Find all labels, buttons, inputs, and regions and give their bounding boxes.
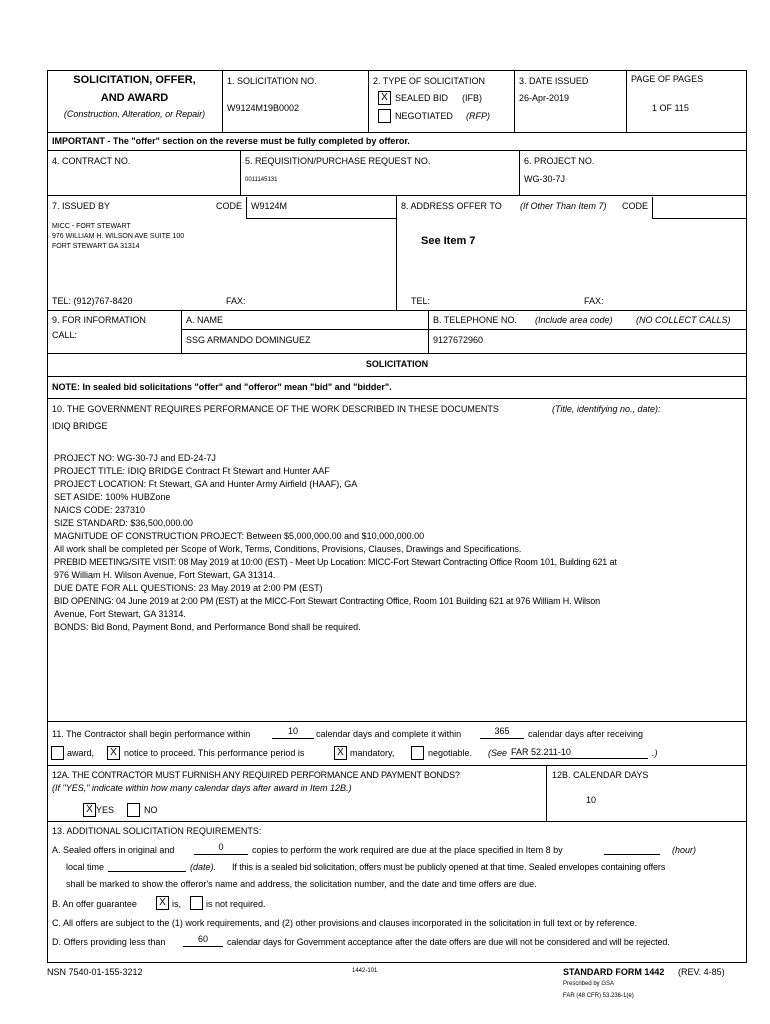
issued-by-address-line2: 976 WILLIAM H. WILSON AVE SUITE 100 bbox=[52, 233, 185, 240]
sealed-bid-note: NOTE: In sealed bid solicitations "offer" and "offeror" mean "bid" and "bidder". bbox=[52, 382, 392, 392]
notice-to-proceed-label: notice to proceed. This performance period is bbox=[124, 748, 305, 758]
item12b-value[interactable]: 10 bbox=[586, 795, 597, 805]
issued-by-tel: TEL: (912)767-8420 bbox=[52, 296, 133, 306]
guarantee-not-checkbox[interactable] bbox=[190, 896, 203, 910]
info-call-label-line1: 9. FOR INFORMATION bbox=[52, 315, 146, 325]
far-reference[interactable]: FAR 52.211-10 bbox=[511, 747, 571, 757]
complete-days-value[interactable]: 365 bbox=[494, 726, 510, 736]
footer-nsn: NSN 7540-01-155-3212 bbox=[47, 967, 143, 977]
item10-line: BID OPENING: 04 June 2019 at 2:00 PM (EST) at the MICC-Fort Stewart Contracting Office, Room 101 Building 621 at 976 William H. Wilson bbox=[54, 596, 600, 606]
info-phone-note: (Include area code) bbox=[535, 315, 613, 325]
solicitation-no-value[interactable]: W9124M19B0002 bbox=[227, 103, 300, 113]
award-label: award, bbox=[67, 748, 95, 758]
issued-by-address-line3: FORT STEWART GA 31314 bbox=[52, 243, 140, 250]
mandatory-label: mandatory, bbox=[350, 748, 395, 758]
guarantee-not-label: is not required. bbox=[206, 899, 266, 909]
item10-line: PREBID MEETING/SITE VISIT: 08 May 2019 at 10:00 (EST) - Meet Up Location: MICC-Fort Stewart Contracting Office Room 101, Building 621 at bbox=[54, 557, 617, 567]
address-offer-see: See Item 7 bbox=[421, 235, 476, 247]
sealed-bid-abbr: (IFB) bbox=[462, 93, 482, 103]
award-checkbox[interactable] bbox=[51, 746, 64, 760]
item10-line: SET ASIDE: 100% HUBZone bbox=[54, 492, 171, 502]
guarantee-is-label: is, bbox=[172, 899, 181, 909]
address-offer-label: 8. ADDRESS OFFER TO bbox=[401, 201, 502, 211]
item10-line: PROJECT NO: WG-30-7J and ED-24-7J bbox=[54, 453, 216, 463]
item10-title: IDIQ BRIDGE bbox=[52, 421, 108, 431]
item12a-note: (If "YES," indicate within how many calendar days after award in Item 12B.) bbox=[52, 783, 352, 793]
item10-note: (Title, identifying no., date): bbox=[552, 404, 661, 414]
negotiated-label: NEGOTIATED bbox=[395, 111, 453, 121]
copies-value[interactable]: 0 bbox=[218, 842, 224, 852]
date-field[interactable] bbox=[108, 871, 186, 872]
date-issued-label: 3. DATE ISSUED bbox=[519, 76, 589, 86]
footer-prescribed: Prescribed by GSA bbox=[563, 981, 615, 987]
item13a-text-1: A. Sealed offers in original and bbox=[52, 845, 175, 855]
item13a-date: (date). bbox=[190, 862, 217, 872]
acceptance-days-value[interactable]: 60 bbox=[197, 934, 208, 944]
issued-by-fax: FAX: bbox=[226, 296, 246, 306]
item10-line: BONDS: Bid Bond, Payment Bond, and Performance Bond shall be required. bbox=[54, 622, 361, 632]
item10-line: NAICS CODE: 237310 bbox=[54, 505, 146, 515]
form-title-line2: AND AWARD bbox=[100, 92, 169, 104]
form-title-sub: (Construction, Alteration, or Repair) bbox=[63, 109, 206, 119]
info-name-label: A. NAME bbox=[186, 315, 224, 325]
negotiated-abbr: (RFP) bbox=[466, 111, 490, 121]
item10-line: PROJECT TITLE: IDIQ BRIDGE Contract Ft Stewart and Hunter AAF bbox=[54, 466, 330, 476]
footer-mid: 1442-101 bbox=[352, 968, 378, 974]
item11-see: (See bbox=[488, 748, 508, 758]
item13-label: 13. ADDITIONAL SOLICITATION REQUIREMENTS: bbox=[52, 826, 262, 836]
item13a-text-2: copies to perform the work required are due at the place specified in Item 8 by bbox=[252, 845, 563, 855]
bonds-yes-label: YES bbox=[96, 805, 115, 815]
info-phone-value[interactable]: 9127672960 bbox=[433, 335, 484, 345]
begin-days-value[interactable]: 10 bbox=[287, 726, 298, 736]
bonds-yes-checkbox[interactable]: X bbox=[83, 803, 96, 817]
bonds-no-label: NO bbox=[144, 805, 158, 815]
bonds-no-checkbox[interactable] bbox=[127, 803, 140, 817]
item13a-text-5: shall be marked to show the offeror's name and address, the solicitation number, and the date and time offers are due. bbox=[66, 879, 537, 889]
item13d-text-1: D. Offers providing less than bbox=[52, 937, 166, 947]
solicitation-no-label: 1. SOLICITATION NO. bbox=[227, 76, 317, 86]
notice-to-proceed-checkbox[interactable]: X bbox=[107, 746, 120, 760]
item13a-text-3: local time bbox=[66, 862, 105, 872]
solicitation-type-label: 2. TYPE OF SOLICITATION bbox=[373, 76, 486, 86]
page-of-pages-value: 1 OF 115 bbox=[652, 103, 689, 113]
item13b-text: B. An offer guarantee bbox=[52, 899, 137, 909]
sealed-bid-label: SEALED BID bbox=[395, 93, 449, 103]
issued-by-address-line1: MICC - FORT STEWART bbox=[52, 223, 131, 230]
address-offer-tel: TEL: bbox=[411, 296, 431, 306]
address-offer-fax: FAX: bbox=[584, 296, 604, 306]
item13c-text: C. All offers are subject to the (1) work requirements, and (2) other provisions and clauses incorporated in the solicitation in full text or by reference. bbox=[52, 918, 638, 928]
item10-line: All work shall be completed per Scope of Work, Terms, Conditions, Provisions, Clauses, Drawings and Specifications. bbox=[54, 544, 522, 554]
requisition-value[interactable]: 0011145131 bbox=[245, 177, 278, 183]
item12b-label: 12B. CALENDAR DAYS bbox=[552, 770, 649, 780]
page-of-pages-label: PAGE OF PAGES bbox=[631, 74, 704, 84]
issued-by-code-label: CODE bbox=[216, 201, 243, 211]
item10-line: Avenue, Fort Stewart, GA 31314. bbox=[54, 609, 186, 619]
item10-label: 10. THE GOVERNMENT REQUIRES PERFORMANCE OF THE WORK DESCRIBED IN THESE DOCUMENTS bbox=[52, 404, 499, 414]
info-collect-note: (NO COLLECT CALLS) bbox=[636, 315, 731, 325]
address-offer-note: (If Other Than Item 7) bbox=[520, 201, 607, 211]
hour-field[interactable] bbox=[604, 854, 660, 855]
negotiable-checkbox[interactable] bbox=[411, 746, 424, 760]
item11-text-c: calendar days after receiving bbox=[528, 729, 644, 739]
project-no-label: 6. PROJECT NO. bbox=[524, 156, 595, 166]
address-offer-code-label: CODE bbox=[622, 201, 649, 211]
issued-by-code-value[interactable]: W9124M bbox=[251, 201, 288, 211]
info-phone-label: B. TELEPHONE NO. bbox=[433, 315, 517, 325]
info-name-value[interactable]: SSG ARMANDO DOMINGUEZ bbox=[186, 335, 311, 345]
sealed-bid-checkbox[interactable]: X bbox=[378, 91, 391, 105]
footer-revision: (REV. 4-85) bbox=[678, 967, 725, 977]
item10-line: MAGNITUDE OF CONSTRUCTION PROJECT: Between $5,000,000.00 and $10,000,000.00 bbox=[54, 531, 425, 541]
item13a-text-4: If this is a sealed bid solicitation, offers must be publicly opened at that time. Sealed envelopes containing offers bbox=[232, 862, 666, 872]
footer-form-name: STANDARD FORM 1442 bbox=[563, 967, 665, 977]
negotiated-checkbox[interactable] bbox=[378, 109, 391, 123]
solicitation-heading: SOLICITATION bbox=[365, 359, 429, 369]
item10-line: SIZE STANDARD: $36,500,000.00 bbox=[54, 518, 193, 528]
guarantee-is-checkbox[interactable]: X bbox=[156, 896, 169, 910]
item12a-label: 12A. THE CONTRACTOR MUST FURNISH ANY REQUIRED PERFORMANCE AND PAYMENT BONDS? bbox=[52, 770, 460, 780]
item11-close: .) bbox=[652, 748, 658, 758]
item10-line: PROJECT LOCATION: Ft Stewart, GA and Hunter Army Airfield (HAAF), GA bbox=[54, 479, 358, 489]
date-issued-value[interactable]: 26-Apr-2019 bbox=[519, 93, 570, 103]
important-notice: IMPORTANT - The "offer" section on the reverse must be fully completed by offeror. bbox=[52, 136, 410, 146]
info-call-label-line2: CALL: bbox=[52, 330, 78, 340]
contract-no-label: 4. CONTRACT NO. bbox=[52, 156, 131, 166]
form-title-line1: SOLICITATION, OFFER, bbox=[73, 74, 196, 86]
item11-text-b: calendar days and complete it within bbox=[316, 729, 462, 739]
item10-line: 976 William H. Wilson Avenue, Fort Stewart, GA 31314. bbox=[54, 570, 276, 580]
issued-by-label: 7. ISSUED BY bbox=[52, 201, 111, 211]
item13d-text-2: calendar days for Government acceptance after the date offers are due will not be considered and will be rejected. bbox=[227, 937, 670, 947]
item11-text-a: 11. The Contractor shall begin performance within bbox=[52, 729, 251, 739]
negotiable-label: negotiable. bbox=[428, 748, 473, 758]
mandatory-checkbox[interactable]: X bbox=[334, 746, 347, 760]
item13a-hour: (hour) bbox=[672, 845, 697, 855]
requisition-label: 5. REQUISITION/PURCHASE REQUEST NO. bbox=[245, 156, 431, 166]
footer-far-cite: FAR (48 CFR) 53.236-1(e) bbox=[563, 993, 634, 999]
item10-line: DUE DATE FOR ALL QUESTIONS: 23 May 2019 at 2:00 PM (EST) bbox=[54, 583, 323, 593]
project-no-value[interactable]: WG-30-7J bbox=[524, 174, 566, 184]
